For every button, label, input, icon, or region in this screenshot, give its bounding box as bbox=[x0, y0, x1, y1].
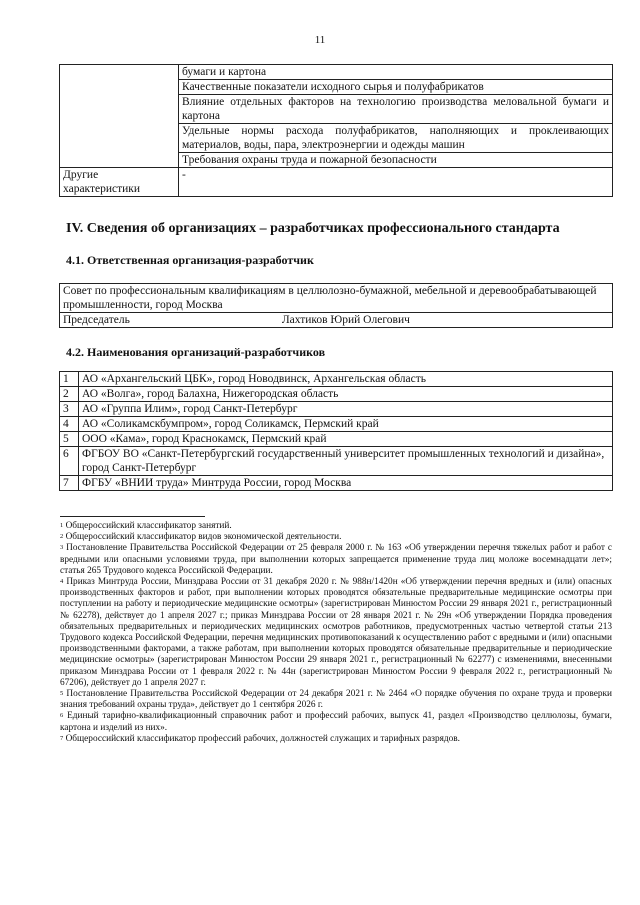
org-name: АО «Соликамскбумпром», город Соликамск, Пермский край bbox=[79, 417, 613, 432]
footnote bbox=[60, 577, 612, 689]
footnote-text: Общероссийский классификатор профессий рабочих, должностей служащих и тарифных разрядов. bbox=[65, 733, 460, 744]
footnote bbox=[60, 543, 612, 577]
footnote-marker: 2 bbox=[60, 533, 64, 541]
table-row bbox=[60, 284, 613, 313]
table-row bbox=[60, 402, 613, 417]
footnote-text: Постановление Правительства Российской Федерации от 24 декабря 2021 г. № 2464 «О порядке обучения по охране труда и проверки знания требований охраны труда», действует до 1 сентября 2026 г. bbox=[60, 689, 612, 711]
table-row bbox=[60, 313, 613, 328]
table-cell: бумаги и картона bbox=[179, 65, 613, 80]
developer-orgs-table bbox=[59, 371, 613, 491]
page-number: 11 bbox=[314, 34, 326, 46]
org-name: ФГБУ «ВНИИ труда» Минтруда России, город Москва bbox=[79, 476, 613, 491]
org-name: АО «Волга», город Балахна, Нижегородская область bbox=[79, 387, 613, 402]
table-cell: Требования охраны труда и пожарной безопасности bbox=[179, 153, 613, 168]
org-name: ООО «Кама», город Краснокамск, Пермский край bbox=[79, 432, 613, 447]
footnote bbox=[60, 532, 612, 543]
footnote bbox=[60, 711, 612, 733]
footnote-text: Единый тарифно-квалификационный справочник работ и профессий рабочих, выпуск 41, раздел «Производство целлюлозы, бумаги, картона и изделий из них». bbox=[60, 711, 613, 733]
table-row bbox=[60, 65, 613, 80]
footnote-text: Постановление Правительства Российской Федерации от 25 февраля 2000 г. № 163 «Об утверждении перечня тяжелых работ и работ с вредными или опасными условиями труда, при выполнении которых запрещается применение труда лиц моложе восемнадцати лет»; статья 265 Трудового кодекса Российской Федерации. bbox=[60, 543, 612, 576]
footnotes bbox=[60, 521, 612, 745]
footnote-marker: 5 bbox=[60, 690, 64, 698]
org-number: 5 bbox=[60, 432, 79, 447]
responsible-org-table bbox=[59, 283, 613, 328]
org-number: 6 bbox=[60, 447, 79, 476]
table-row bbox=[60, 447, 613, 476]
chair-cell bbox=[60, 313, 613, 328]
footnote-marker: 1 bbox=[60, 522, 64, 529]
table-row bbox=[60, 372, 613, 387]
org-number: 7 bbox=[60, 476, 79, 491]
footnote-text: Общероссийский классификатор занятий. bbox=[65, 521, 232, 531]
subsection-title: 4.2. Наименования организаций-разработчиков bbox=[66, 345, 326, 359]
table-row bbox=[60, 387, 613, 402]
org-number: 2 bbox=[60, 387, 79, 402]
org-name-cell: Совет по профессиональным квалификациям в целлюлозно-бумажной, мебельной и деревообрабатывающей промышленности, город Москва bbox=[60, 284, 613, 313]
table-cell-label: Другие характеристики bbox=[60, 168, 179, 197]
org-number: 3 bbox=[60, 402, 79, 417]
table-cell: - bbox=[179, 168, 613, 197]
footnote bbox=[60, 521, 612, 532]
table-cell: Влияние отдельных факторов на технологию производства меловальной бумаги и картона bbox=[179, 95, 613, 124]
footnote bbox=[60, 734, 612, 745]
footnote-text: Приказ Минтруда России, Минздрава России от 31 декабря 2020 г. № 988н/1420н «Об утверждении перечня вредных и (или) опасных производственных факторов и работ, при выполнении которых проводятся обязательные предварительные медицинские осмотры при поступлении на работу и периодические медицинские осмотры» (зарегистрирован Минюстом России 29 января 2021 г., регистрационный № 62278), действует до 1 апреля 2027 г.; приказ Минздрава России от 28 января 2021 г. № 29н «Об утверждении Порядка проведения обязательных предварительных и периодических медицинских осмотров работников, предусмотренных частью четвертой статьи 213 Трудового кодекса Российской Федерации, перечня медицинских противопоказаний к осуществлению работ с вредными и (или) опасными производственными факторами, а также работам, при выполнении которых проводятся обязательные предварительные и периодические медицинские осмотры» (зарегистрирован Минюстом России 29 января 2021 г., регистрационный № 62277) с изменениями, внесенными приказом Минздрава России от 1 февраля 2022 г. № 44н (зарегистрирован Минюстом России 9 февраля 2022 г., регистрационный № 67206), действует до 1 апреля 2027 г. bbox=[60, 577, 612, 688]
chair-role: Председатель bbox=[63, 314, 130, 326]
section-title: IV. Сведения об организациях – разработчиках профессионального стандарта bbox=[66, 221, 560, 236]
footnote-marker: 4 bbox=[60, 578, 64, 586]
subsection-title: 4.1. Ответственная организация-разработчик bbox=[66, 253, 314, 267]
table-row bbox=[60, 476, 613, 491]
footnote-marker: 6 bbox=[60, 712, 64, 720]
characteristics-table bbox=[59, 64, 613, 197]
org-number: 1 bbox=[60, 372, 79, 387]
table-cell: Качественные показатели исходного сырья и полуфабрикатов bbox=[179, 80, 613, 95]
org-number: 4 bbox=[60, 417, 79, 432]
table-cell: Удельные нормы расхода полуфабрикатов, наполняющих и проклеивающих материалов, воды, пара, электроэнергии и одежды машин bbox=[179, 124, 613, 153]
chair-person: Лахтиков Юрий Олегович bbox=[281, 314, 410, 326]
footnote-marker: 3 bbox=[60, 544, 64, 552]
table-row bbox=[60, 417, 613, 432]
table-row bbox=[60, 432, 613, 447]
footnote bbox=[60, 689, 612, 711]
org-name: АО «Группа Илим», город Санкт-Петербург bbox=[79, 402, 613, 417]
footnote-text: Общероссийский классификатор видов экономической деятельности. bbox=[65, 532, 342, 543]
org-name: АО «Архангельский ЦБК», город Новодвинск, Архангельская область bbox=[79, 372, 613, 387]
footnote-marker: 7 bbox=[60, 734, 64, 742]
footnote-divider bbox=[60, 516, 205, 517]
table-row bbox=[60, 168, 613, 197]
org-name: ФГБОУ ВО «Санкт-Петербургский государственный университет промышленных технологий и дизайна», город Санкт-Петербург bbox=[79, 447, 613, 476]
table-cell-empty bbox=[60, 65, 179, 168]
